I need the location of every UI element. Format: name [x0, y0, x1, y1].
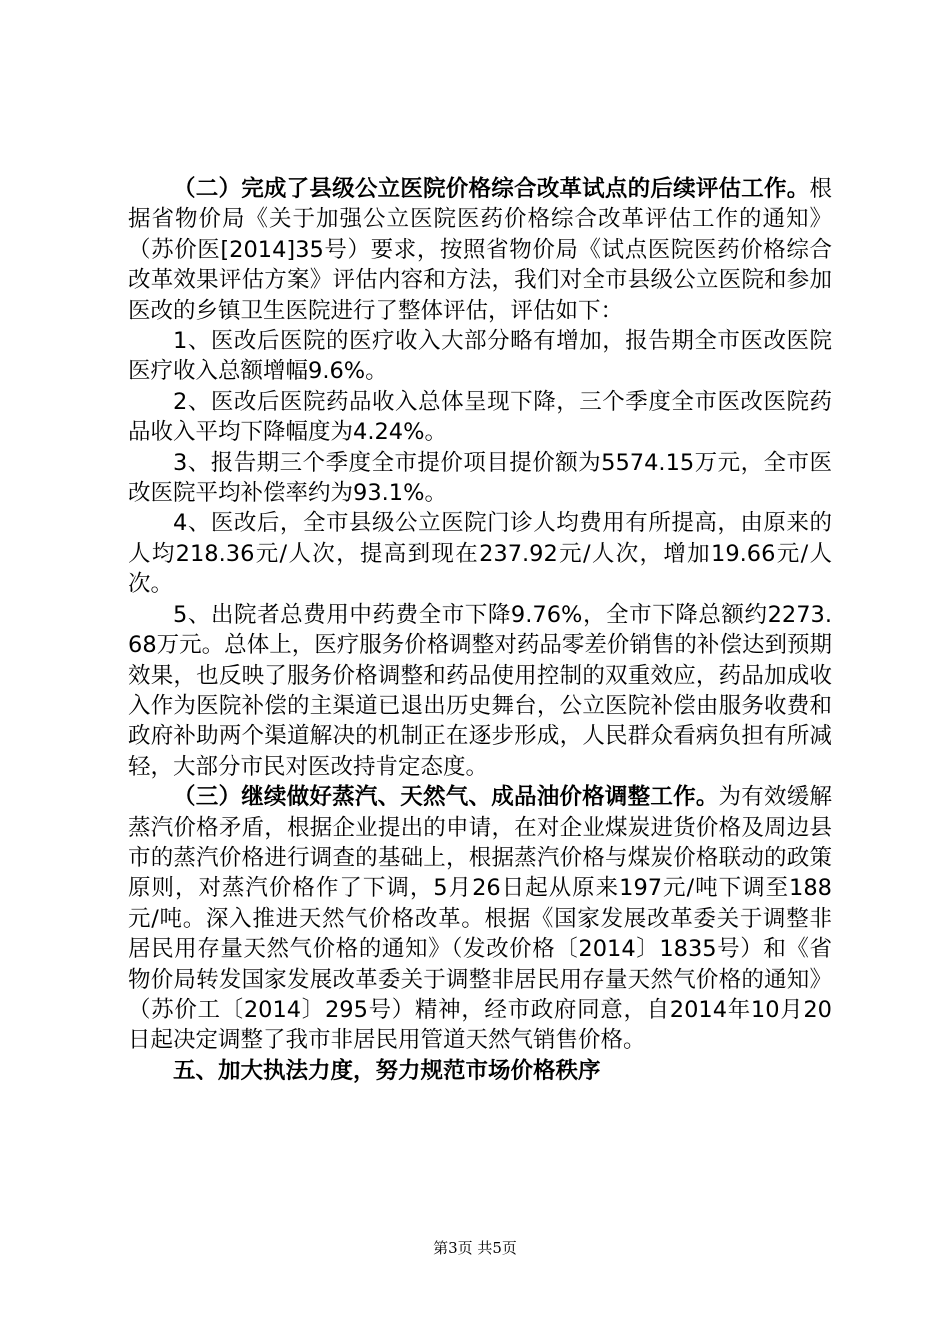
paragraph-text: 1、医改后医院的医疗收入大部分略有增加，报告期全市医改医院医疗收入总额增幅9.6%。 — [128, 328, 832, 385]
paragraph-item-3 — [128, 448, 832, 509]
page-number-footer: 第3页 共5页 — [433, 1239, 517, 1257]
paragraph-item-4 — [128, 508, 832, 599]
paragraph-text: 为有效缓解蒸汽价格矛盾，根据企业提出的申请，在对企业煤炭进货价格及周边县市的蒸汽价格进行调查的基础上，根据蒸汽价格与煤炭价格联动的政策原则，对蒸汽价格作了下调，5月26日起从原来197元/吨下调至188元/吨。深入推进天然气价格改革。根据《国家发展改革委关于调整非居民用存量天然气价格的通知》（发改价格〔2014〕1835号）和《省物价局转发国家发展改革委关于调整非居民用存量天然气价格的通知》（苏价工〔2014〕295号）精神，经市政府同意，自2014年10月20日起决定调整了我市非居民用管道天然气销售价格。 — [128, 784, 832, 1054]
paragraph-item-1 — [128, 326, 832, 387]
section-heading: 五、加大执法力度，努力规范市场价格秩序 — [173, 1057, 601, 1084]
paragraph-hospital-evaluation — [128, 174, 832, 326]
paragraph-text: 根据省物价局《关于加强公立医院医药价格综合改革评估工作的通知》（苏价医[2014]35号）要求，按照省物价局《试点医院医药价格综合改革效果评估方案》评估内容和方法，我们对全市县级公立医院和参加医改的乡镇卫生医院进行了整体评估，评估如下： — [128, 176, 832, 324]
paragraph-item-5 — [128, 600, 832, 782]
paragraph-lead: （三）继续做好蒸汽、天然气、成品油价格调整工作。 — [173, 784, 719, 811]
paragraph-item-2 — [128, 387, 832, 448]
paragraph-text: 5、出院者总费用中药费全市下降9.76%，全市下降总额约2273.68万元。总体上，医疗服务价格调整对药品零差价销售的补偿达到预期效果，也反映了服务价格调整和药品使用控制的双重效应，药品加成收入作为医院补偿的主渠道已退出历史舞台，公立医院补偿由服务收费和政府补助两个渠道解决的机制正在逐步形成，人民群众看病负担有所减轻，大部分市民对医改持肯定态度。 — [128, 601, 832, 780]
paragraph-price-adjustment — [128, 782, 832, 1056]
paragraph-text: 3、报告期三个季度全市提价项目提价额为5574.15万元，全市医改医院平均补偿率约为93.1%。 — [128, 449, 832, 507]
paragraph-text: 4、医改后，全市县级公立医院门诊人均费用有所提高，由原来的人均218.36元/人次，提高到现在237.92元/人次，增加19.66元/人次。 — [128, 510, 832, 598]
paragraph-lead: （二）完成了县级公立医院价格综合改革试点的后续评估工作。 — [173, 176, 810, 202]
paragraph-text: 2、医改后医院药品收入总体呈现下降，三个季度全市医改医院药品收入平均下降幅度为4.24%。 — [128, 388, 832, 446]
document-body — [128, 174, 832, 1086]
